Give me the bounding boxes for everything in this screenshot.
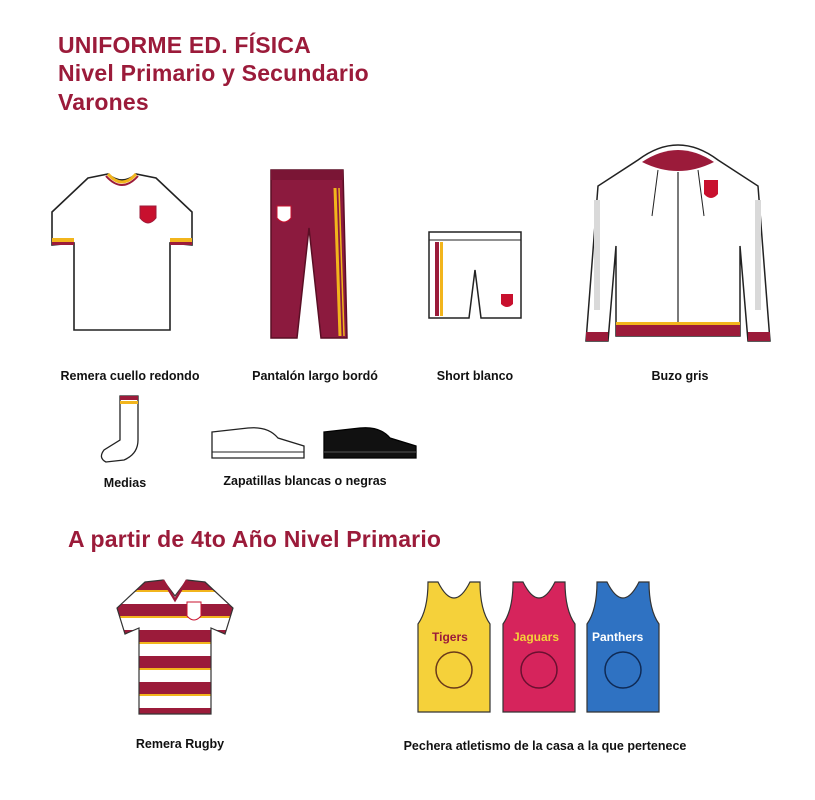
hoodie-caption: Buzo gris <box>651 369 709 383</box>
shorts-caption: Short blanco <box>436 369 514 383</box>
socks-image <box>96 394 146 466</box>
rugby-shirt-image <box>115 578 235 718</box>
page-subtitle: Nivel Primario y Secundario <box>58 60 369 86</box>
jaguars-tank-image <box>499 580 579 715</box>
page-subtitle-gender: Varones <box>58 89 149 115</box>
pants-image <box>265 168 350 343</box>
panthers-label: Panthers <box>592 630 644 644</box>
pants-caption: Pantalón largo bordó <box>252 369 378 383</box>
sneakers-caption: Zapatillas blancas o negras <box>223 474 387 488</box>
tigers-label: Tigers <box>432 630 468 644</box>
tshirt-caption: Remera cuello redondo <box>60 369 200 383</box>
black-sneakers-image <box>320 418 420 463</box>
rugby-caption: Remera Rugby <box>135 737 225 751</box>
tigers-tank-image <box>414 580 494 715</box>
shorts-image <box>425 228 525 323</box>
socks-caption: Medias <box>103 476 147 490</box>
hoodie-image <box>580 136 775 346</box>
section-title: A partir de 4to Año Nivel Primario <box>68 526 442 552</box>
page-title: UNIFORME ED. FÍSICA <box>58 32 311 58</box>
jaguars-label: Jaguars <box>513 630 560 644</box>
tshirt-image <box>50 170 195 335</box>
pechera-caption: Pechera atletismo de la casa a la que pertenece <box>403 739 687 753</box>
white-sneakers-image <box>208 418 308 463</box>
panthers-tank-image <box>583 580 663 715</box>
